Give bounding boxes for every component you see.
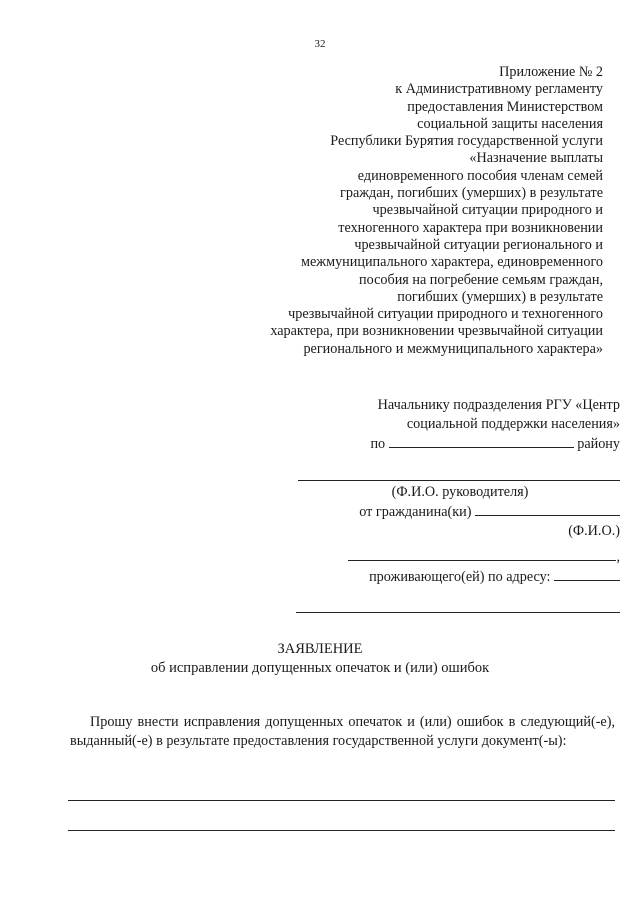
body-paragraph: Прошу внести исправления допущенных опечаток и (или) ошибок в следующий(-е), выданный(-е) в результате предоставления государственной услуги документ(-ы): (70, 714, 615, 749)
district-field[interactable] (389, 434, 574, 448)
appendix-line: чрезвычайной ситуации природного и техногенного (288, 306, 603, 323)
statement-title: ЗАЯВЛЕНИЕ (277, 641, 363, 657)
head-name-field[interactable] (298, 480, 620, 481)
appendix-header (223, 64, 603, 358)
document-field-line-1[interactable] (68, 800, 615, 801)
addressee-line-2: социальной поддержки населения» (406, 416, 620, 432)
residing-label: проживающего(ей) по адресу: (369, 569, 551, 585)
statement-subtitle: об исправлении допущенных опечаток и (или) ошибок (150, 660, 490, 676)
appendix-line: Приложение № 2 (499, 64, 603, 80)
fio-caption: (Ф.И.О.) (568, 523, 620, 539)
appendix-line: социальной защиты населения (417, 115, 603, 132)
addressee-block (290, 396, 620, 613)
district-line (290, 434, 620, 454)
document-field-line-2[interactable] (68, 830, 615, 831)
appendix-line: регионального и межмуниципального характера» (303, 340, 603, 357)
appendix-line: чрезвычайной ситуации природного и (372, 202, 603, 219)
appendix-line: межмуниципального характера, единовременного (301, 254, 603, 271)
citizen-extra-field[interactable] (348, 547, 616, 561)
appendix-line: характера, при возникновении чрезвычайной ситуации (270, 323, 603, 340)
page-number: 32 (314, 38, 326, 50)
rayonu-label: району (577, 436, 620, 452)
head-fio-caption: (Ф.И.О. руководителя) (391, 484, 529, 500)
appendix-line: чрезвычайной ситуации регионального и (354, 236, 603, 253)
appendix-line: погибших (умерших) в результате (397, 288, 603, 305)
citizen-extra-line (290, 547, 620, 567)
appendix-line: к Административному регламенту (395, 81, 603, 98)
appendix-line: пособия на погребение семьям граждан, (359, 271, 603, 288)
appendix-line: «Назначение выплаты (469, 150, 603, 167)
po-label: по (370, 436, 386, 452)
from-citizen-line (290, 502, 620, 522)
appendix-line: Республики Бурятия государственной услуги (330, 133, 603, 150)
comma: , (616, 549, 620, 565)
citizen-name-field[interactable] (475, 502, 620, 516)
addressee-line-1: Начальнику подразделения РГУ «Центр (377, 397, 620, 413)
address-field[interactable] (554, 567, 620, 581)
from-citizen-label: от гражданина(ки) (359, 504, 472, 520)
address-continuation-field[interactable] (296, 612, 620, 613)
statement-body (70, 713, 615, 751)
appendix-line: единовременного пособия членам семей (357, 167, 603, 184)
appendix-line: предоставления Министерством (407, 98, 603, 115)
address-line (290, 567, 620, 587)
statement-heading (0, 640, 640, 678)
appendix-line: техногенного характера при возникновении (338, 219, 603, 236)
appendix-line: граждан, погибших (умерших) в результате (340, 185, 603, 202)
